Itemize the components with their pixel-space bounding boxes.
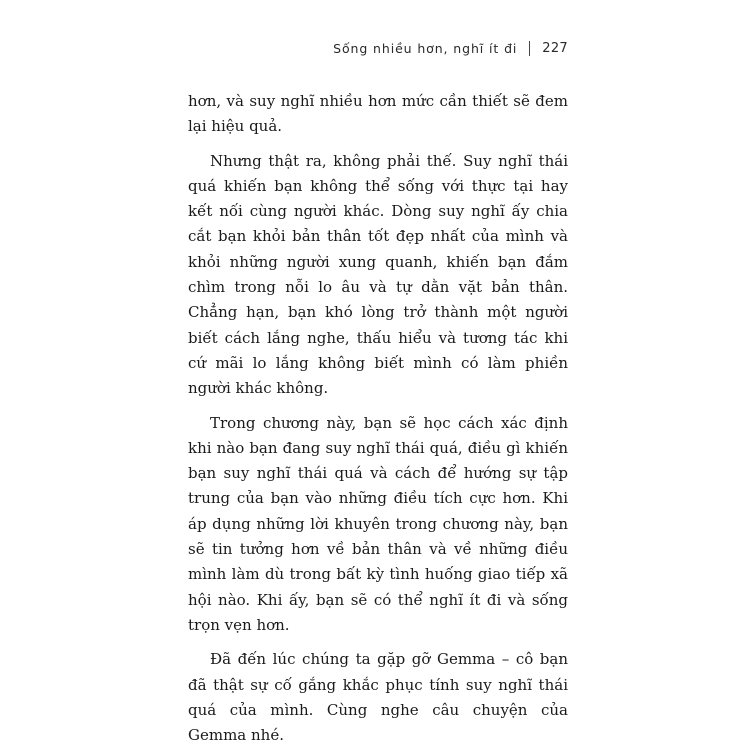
header-divider [529,41,530,56]
running-header [333,41,568,56]
paragraph: Đã đến lúc chúng ta gặp gỡ Gemma – cô bạn đã thật sự cố gắng khắc phục tính suy nghĩ thái quá của mình. Cùng nghe câu chuyện của Gemma nhé. [188,650,568,745]
paragraph: Nhưng thật ra, không phải thế. Suy nghĩ thái quá khiến bạn không thể sống với thực tại hay kết nối cùng người khác. Dòng suy nghĩ ấy chia cắt bạn khỏi bản thân tốt đẹp nhất của mình và khỏi những người xung quanh, khiến bạn đắm chìm trong nỗi lo âu và tự dằn vặt bản thân. Chẳng hạn, bạn khó lòng trở thành một người biết cách lắng nghe, thấu hiểu và tương tác khi cứ mãi lo lắng không biết mình có làm phiền người khác không. [188,151,568,398]
body-text [188,89,568,750]
paragraph: Trong chương này, bạn sẽ học cách xác định khi nào bạn đang suy nghĩ thái quá, điều gì khiến bạn suy nghĩ thái quá và cách để hướng sự tập trung của bạn vào những điều tích cực hơn. Khi áp dụng những lời khuyên trong chương này, bạn sẽ tin tưởng hơn về bản thân và về những điều mình làm dù trong bất kỳ tình huống giao tiếp xã hội nào. Khi ấy, bạn sẽ có thể nghĩ ít đi và sống trọn vẹn hơn. [188,413,568,634]
running-title: Sống nhiều hơn, nghĩ ít đi [333,41,518,56]
page-number: 227 [542,41,568,56]
paragraph-continued: hơn, và suy nghĩ nhiều hơn mức cần thiết sẽ đem lại hiệu quả. [188,92,568,136]
